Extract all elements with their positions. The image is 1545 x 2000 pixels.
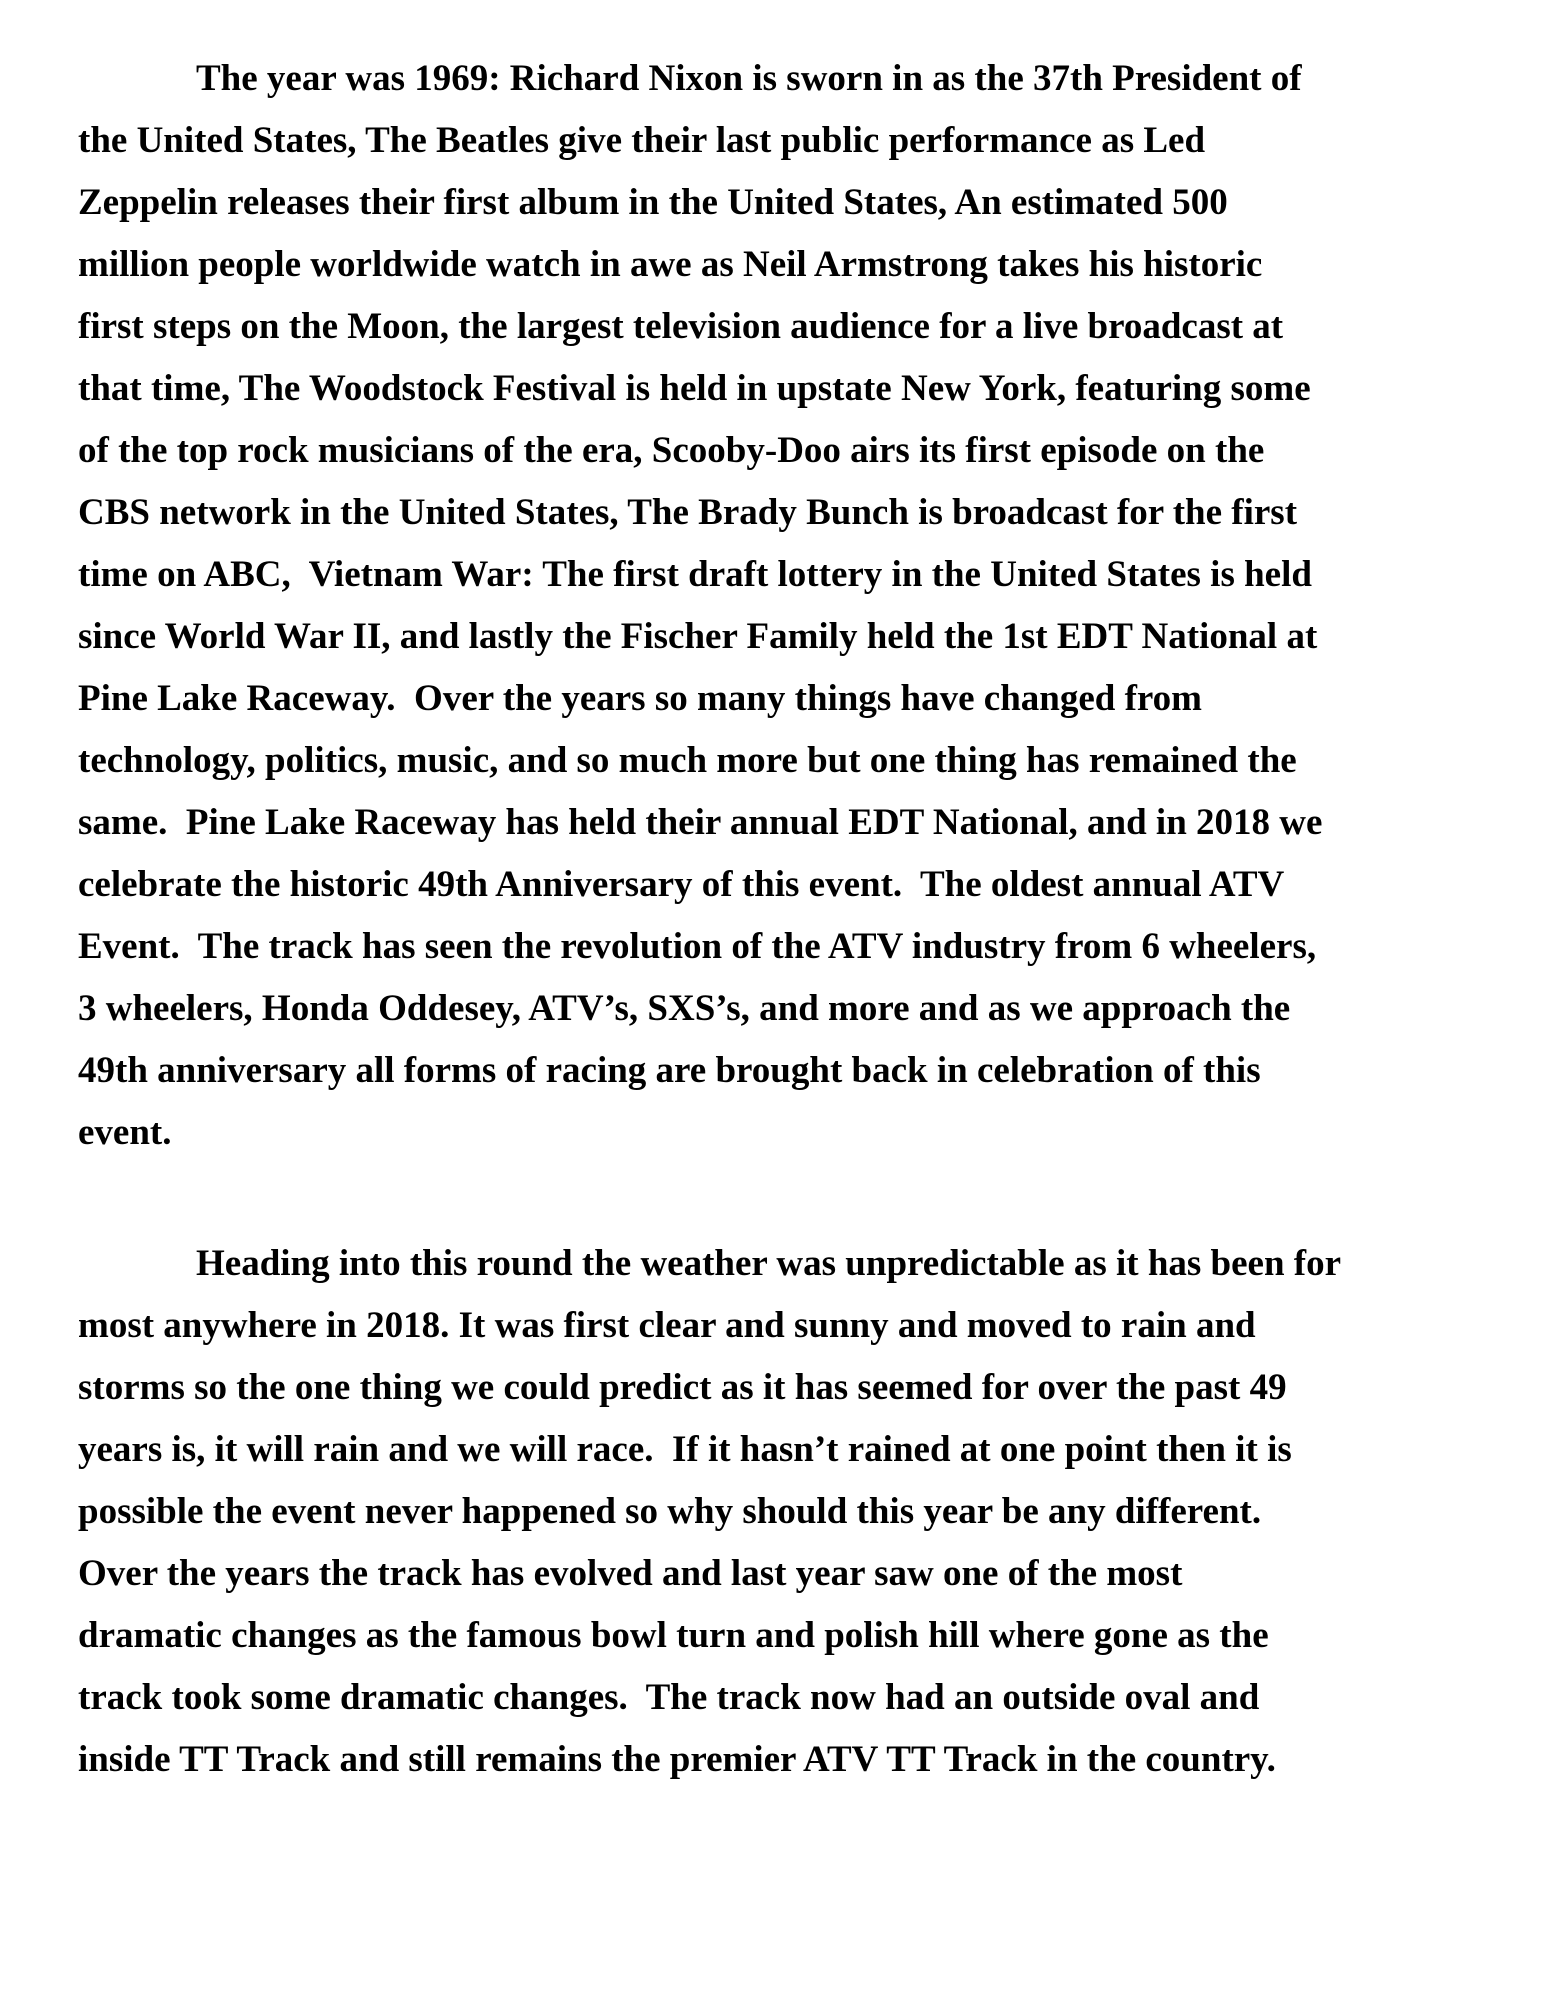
text-line: possible the event never happened so why should this year be any different. (78, 1491, 1262, 1532)
text-line: Heading into this round the weather was unpredictable as it has been for (196, 1243, 1342, 1284)
text-line: dramatic changes as the famous bowl turn and polish hill where gone as the (78, 1615, 1269, 1656)
paragraph-race-weather (78, 1233, 1341, 1791)
text-line: time on ABC, Vietnam War: The first draft lottery in the United States is held (78, 554, 1312, 595)
text-line: same. Pine Lake Raceway has held their annual EDT National, and in 2018 we (78, 802, 1323, 843)
text-line: inside TT Track and still remains the premier ATV TT Track in the country. (78, 1739, 1276, 1780)
text-line: Zeppelin releases their first album in the United States, An estimated 500 (78, 182, 1228, 223)
text-line: the United States, The Beatles give their last public performance as Led (78, 120, 1206, 161)
text-line: since World War II, and lastly the Fischer Family held the 1st EDT National at (78, 616, 1318, 657)
text-line: first steps on the Moon, the largest television audience for a live broadcast at (78, 306, 1284, 347)
text-line: storms so the one thing we could predict as it has seemed for over the past 49 (78, 1367, 1287, 1408)
text-line: CBS network in the United States, The Brady Bunch is broadcast for the first (78, 492, 1298, 533)
text-line: 3 wheelers, Honda Oddesey, ATV’s, SXS’s, and more and as we approach the (78, 988, 1291, 1029)
text-line: million people worldwide watch in awe as Neil Armstrong takes his historic (78, 244, 1263, 285)
text-line: celebrate the historic 49th Anniversary of this event. The oldest annual ATV (78, 864, 1285, 905)
text-line: Pine Lake Raceway. Over the years so many things have changed from (78, 678, 1203, 719)
text-line: The year was 1969: Richard Nixon is sworn in as the 37th President of (196, 58, 1302, 99)
text-line: technology, politics, music, and so much more but one thing has remained the (78, 740, 1297, 781)
text-line: 49th anniversary all forms of racing are brought back in celebration of this (78, 1050, 1261, 1091)
text-line: event. (78, 1112, 172, 1153)
paragraph-1969-history (78, 48, 1322, 1164)
text-line: most anywhere in 2018. It was first clear and sunny and moved to rain and (78, 1305, 1256, 1346)
text-line: years is, it will rain and we will race. If it hasn’t rained at one point then it is (78, 1429, 1292, 1470)
text-line: of the top rock musicians of the era, Scooby-Doo airs its first episode on the (78, 430, 1265, 471)
text-line: Event. The track has seen the revolution of the ATV industry from 6 wheelers, (78, 926, 1317, 967)
text-line: Over the years the track has evolved and last year saw one of the most (78, 1553, 1183, 1594)
text-line: track took some dramatic changes. The track now had an outside oval and (78, 1677, 1260, 1718)
text-line: that time, The Woodstock Festival is held in upstate New York, featuring some (78, 368, 1311, 409)
